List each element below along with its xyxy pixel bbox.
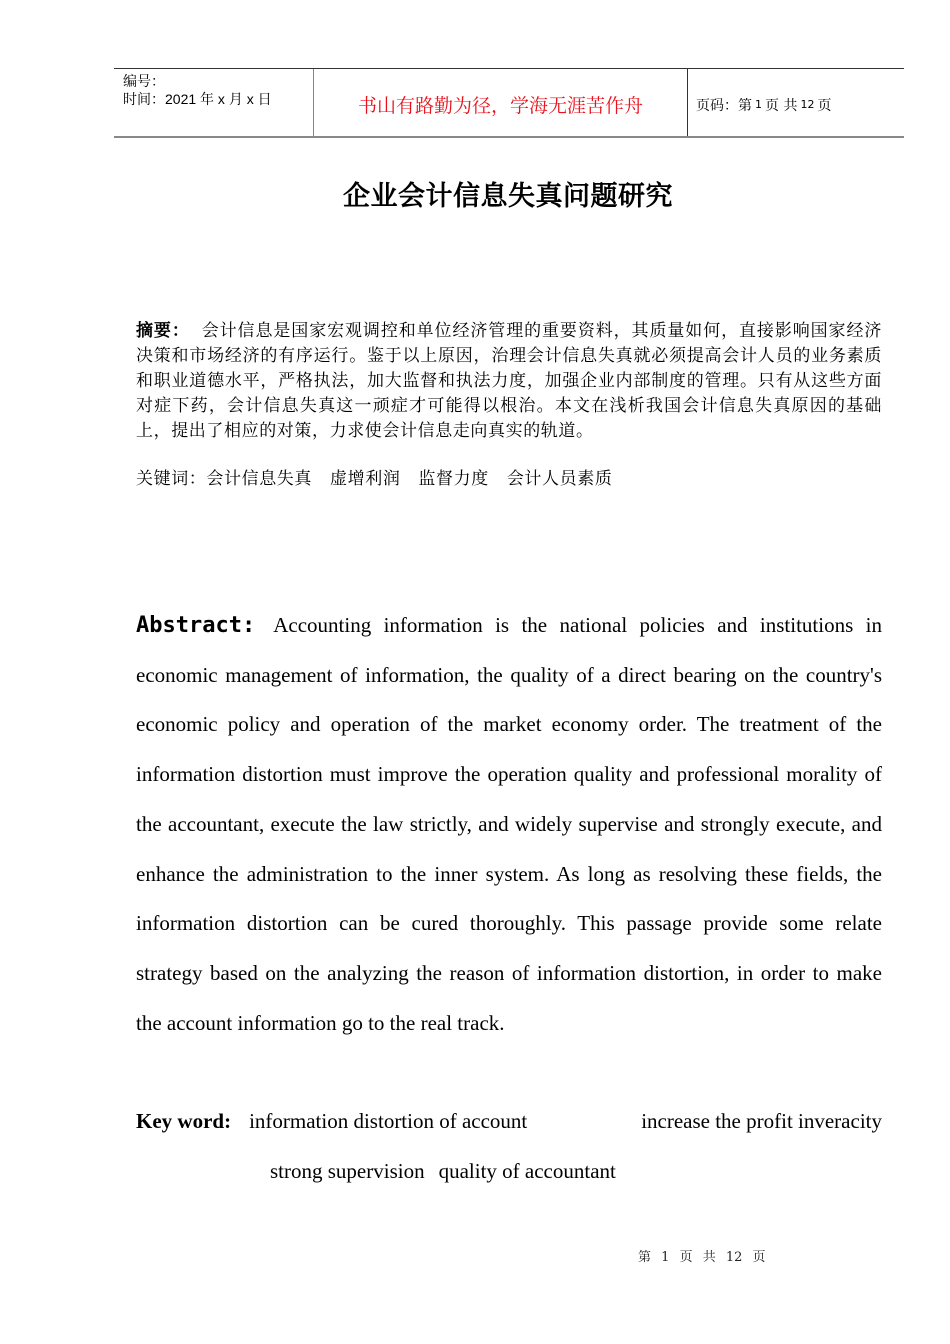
- english-keyword: quality of accountant: [438, 1158, 616, 1183]
- document-header-table: [114, 68, 904, 138]
- english-keywords-label: Key word:: [136, 1109, 232, 1133]
- english-abstract-text: Accounting information is the national policies and institutions in economic management of information, the quality of a direct bearing on the country's economic policy and operation of the market economy order. The treatment of the information distortion must improve the operation quality and professional morality of the accountant, execute the law strictly, and widely supervise and strongly execute, and enhance the administration to the inner system. As long as resolving these fields, the information distortion can be cured thoroughly. This passage provide some relate strategy based on the analyzing the reason of information distortion, in order to make the account information go to the real track.: [136, 613, 882, 1035]
- page-label-prefix: 页码：第: [696, 97, 752, 114]
- english-keywords-row-1: [136, 1097, 882, 1147]
- footer-page-current: 1: [661, 1250, 670, 1265]
- english-keyword: strong supervision: [270, 1158, 425, 1183]
- chinese-keywords-label: 关键词：: [136, 469, 207, 489]
- header-info-cell: [114, 69, 314, 136]
- page-label-mid: 页 共: [765, 97, 798, 114]
- english-keyword: increase the profit inveracity: [641, 1109, 882, 1133]
- chinese-keywords: [136, 467, 630, 492]
- header-page-cell: [688, 69, 904, 136]
- footer-mid: 页 共: [679, 1250, 716, 1265]
- chinese-keyword: 虚增利润: [330, 469, 401, 489]
- date-label: 时间：2021 年 x 月 x 日: [123, 91, 272, 107]
- english-keyword: information distortion of account: [249, 1109, 528, 1133]
- motto-text: 书山有路勤为径，学海无涯苦作舟: [357, 95, 643, 117]
- english-abstract-label: Abstract:: [136, 613, 256, 638]
- header-motto-cell: [314, 69, 688, 136]
- chinese-keyword: 会计人员素质: [506, 469, 613, 489]
- chinese-abstract-label: 摘要：: [136, 321, 190, 341]
- footer-suffix: 页: [752, 1250, 766, 1265]
- english-keywords-row-2: [136, 1147, 882, 1197]
- serial-number-label: 编号：: [123, 73, 165, 89]
- page-footer: [638, 1246, 766, 1265]
- page-current: 1: [755, 98, 762, 111]
- chinese-keyword: 监督力度: [418, 469, 489, 489]
- page-label-suffix: 页: [817, 97, 832, 114]
- chinese-abstract: [136, 319, 882, 444]
- chinese-keyword: 会计信息失真: [206, 469, 313, 489]
- page-total: 12: [800, 98, 815, 111]
- english-keywords: [136, 1097, 882, 1196]
- footer-page-total: 12: [725, 1250, 743, 1265]
- footer-prefix: 第: [638, 1250, 652, 1265]
- chinese-abstract-text: 会计信息是国家宏观调控和单位经济管理的重要资料，其质量如何，直接影响国家经济决策和市场经济的有序运行。鉴于以上原因，治理会计信息失真就必须提高会计人员的业务素质和职业道德水平，严格执法，加大监督和执法力度，加强企业内部制度的管理。只有从这些方面对症下药，会计信息失真这一顽症才可能得以根治。本文在浅析我国会计信息失真原因的基础上，提出了相应的对策，力求使会计信息走向真实的轨道。: [136, 321, 882, 441]
- english-abstract: [136, 601, 882, 1048]
- document-title: 企业会计信息失真问题研究: [343, 181, 673, 212]
